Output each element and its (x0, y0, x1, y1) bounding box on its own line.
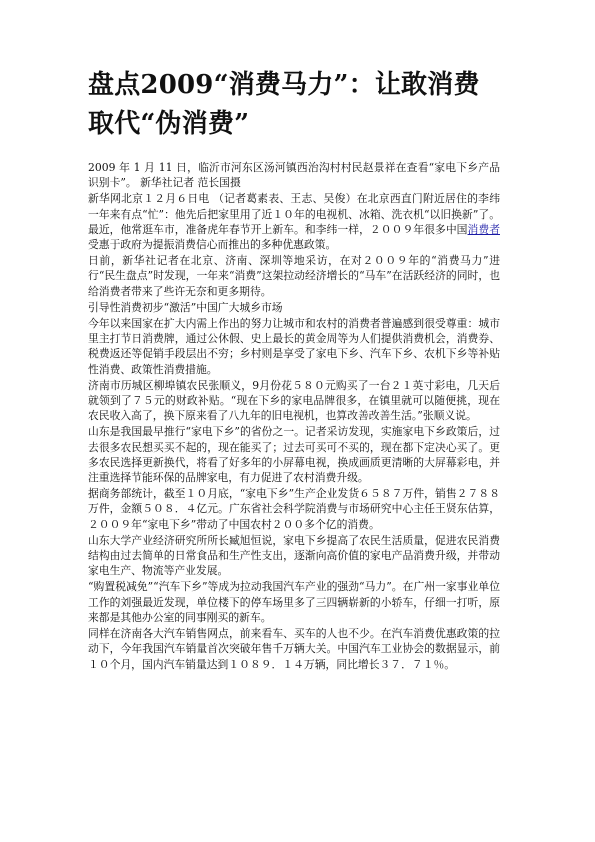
article-body (88, 160, 500, 672)
paragraph-7: 据商务部统计，截至１０月底，“家电下乡”生产企业发货６５８７万件，销售２７８８万件，金额５０８．４亿元。广东省社会科学院消费与市场研究中心主任王贤东估算，２００９年“家电下乡”带动了中国农村２００多个亿的消费。 (88, 487, 500, 531)
paragraph-1-end: 受惠于政府为提振消费信心而推出的多种优惠政策。 (88, 238, 337, 252)
paragraph-9: “购置税减免”“汽车下乡”等成为拉动我国汽车产业的强劲“马力”。在广州一家事业单位工作的刘强最近发现，单位楼下的停车场里多了三四辆崭新的小轿车，仔细一打听，原来都是其他办公室的同事刚买的新车。 (88, 580, 500, 624)
paragraph-10: 同样在济南各大汽车销售网点，前来看车、买车的人也不少。在汽车消费优惠政策的拉动下，今年我国汽车销量首次突破年售千万辆大关。中国汽车工业协会的数据显示，前１０个月，国内汽车销量达到１０８９．１４万辆，同比增长３７．７１％。 (88, 627, 500, 671)
section-heading: 引导性消费初步“激活”中国广大城乡市场 (88, 300, 283, 314)
paragraph-8: 山东大学产业经济研究所所长臧旭恒说，家电下乡提高了农民生活质量，促进农民消费结构由过去简单的日常食品和生产性支出，逐渐向高价值的家电产品消费升级，并带动家电生产、物流等产业发展。 (88, 533, 500, 578)
paragraph-4: 今年以来国家在扩大内需上作出的努力让城市和农村的消费者普遍感到很受尊重：城市里主打节日消费牌，通过公休假、史上最长的黄金周等为人们提供消费机会，消费券、税费返还等促销手段层出不穷；乡村则是享受了家电下乡、汽车下乡、农机下乡等补贴性消费、政策性消费措施。 (88, 317, 500, 376)
paragraph-1-text: 新华网北京１２月６日电 （记者葛素表、王志、吴俊）在北京西直门附近居住的李纬一年来有点“忙”：他先后把家里用了近１０年的电视机、冰箱、洗衣机“以旧换新”了。最近，他常逛车市，准备虎年春节开上新车。和李纬一样，２００９年很多中国 (88, 192, 500, 236)
photo-caption: 2009 年 1 月 11 日，临沂市河东区汤河镇西治沟村村民赵景祥在查看“家电下乡产品识别卡”。 新华社记者 范长国摄 (88, 161, 500, 190)
paragraph-2: 日前，新华社记者在北京、济南、深圳等地采访，在对２００９年的“消费马力”进行“民生盘点”时发现，一年来“消费”这架拉动经济增长的“马车”在活跃经济的同时，也给消费者带来了些许无奈和更多期待。 (88, 254, 500, 298)
paragraph-1 (88, 191, 500, 252)
article (88, 66, 500, 673)
consumer-link[interactable]: 消费者 (467, 222, 500, 236)
paragraph-6: 山东是我国最早推行“家电下乡”的省份之一。记者采访发现，实施家电下乡政策后，过去很多农民想买买不起的，现在能买了；过去可买可不买的，现在都下定决心买了。更多农民选择更新换代，将看了好多年的小屏幕电视，换成画质更清晰的大屏幕彩电，并注重选择节能环保的品牌家电，有力促进了农村消费升级。 (88, 425, 500, 485)
paragraph-5: 济南市历城区柳埠镇农民张顺义，9月份花５８０元购买了一台２１英寸彩电，几天后就领到了７５元的财政补贴。“现在下乡的家电品牌很多，在镇里就可以随便挑，现在农民收入高了，换下原来看了八九年的旧电视机，也算改善改善生活。”张顺义说。 (88, 378, 500, 423)
article-title: 盘点2009“消费马力”：让敢消费取代“伪消费” (88, 70, 480, 139)
